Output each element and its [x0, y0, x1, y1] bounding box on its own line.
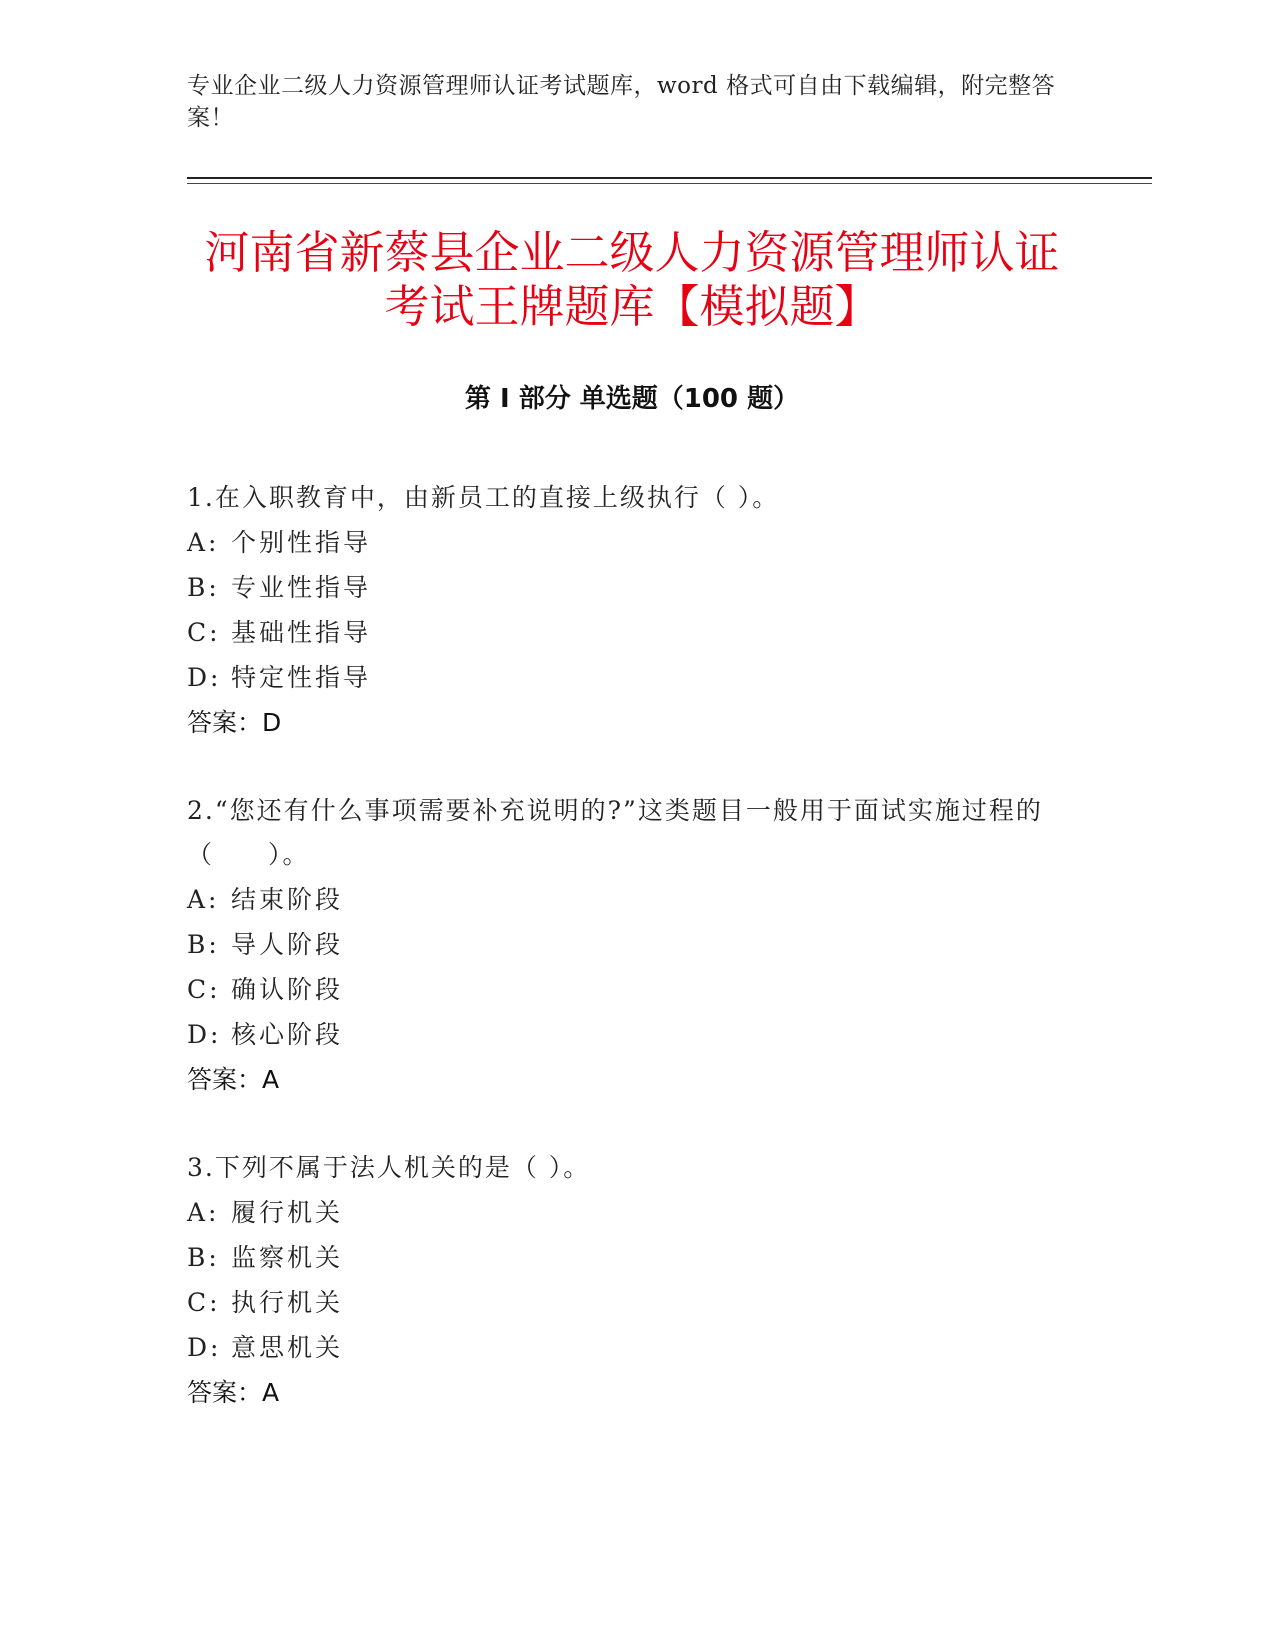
answer-line: 答案：A: [187, 1378, 280, 1407]
option-text: 基础性指导: [231, 618, 372, 647]
option-key: A:: [187, 528, 220, 557]
option-a: [187, 1190, 1087, 1235]
option-key: B:: [187, 1243, 220, 1272]
option-key: B:: [187, 573, 220, 602]
option-text: 专业性指导: [231, 573, 372, 602]
option-key: B:: [187, 930, 220, 959]
option-text: 结束阶段: [231, 885, 344, 914]
option-c: [187, 967, 1087, 1012]
option-a: [187, 877, 1087, 922]
question-2: [187, 789, 1087, 1102]
option-d: [187, 1325, 1087, 1370]
option-key: A:: [187, 1198, 220, 1227]
section-heading: 第 I 部分 单选题（100 题）: [464, 384, 800, 414]
question-stem: 3.下列不属于法人机关的是（ ）。: [187, 1153, 591, 1182]
option-c: [187, 610, 1087, 655]
answer-line: 答案：A: [187, 1065, 280, 1094]
header-divider-thin: [187, 183, 1152, 184]
answer-line: 答案：D: [187, 708, 282, 737]
option-d: [187, 1012, 1087, 1057]
option-a: [187, 520, 1087, 565]
header-note: 专业企业二级人力资源管理师认证考试题库，word 格式可自由下载编辑，附完整答案！: [187, 73, 1056, 131]
option-key: D:: [187, 1333, 222, 1362]
option-text: 监察机关: [231, 1243, 344, 1272]
option-text: 导人阶段: [231, 930, 344, 959]
option-b: [187, 565, 1087, 610]
option-b: [187, 1235, 1087, 1280]
option-text: 执行机关: [231, 1288, 344, 1317]
option-key: C:: [187, 975, 221, 1004]
option-c: [187, 1280, 1087, 1325]
option-key: A:: [187, 885, 220, 914]
option-d: [187, 655, 1087, 700]
option-key: D:: [187, 1020, 222, 1049]
option-text: 履行机关: [231, 1198, 344, 1227]
question-stem: 1.在入职教育中，由新员工的直接上级执行（ ）。: [187, 483, 780, 512]
option-text: 个别性指导: [231, 528, 372, 557]
question-3: [187, 1146, 1087, 1415]
option-text: 特定性指导: [231, 663, 372, 692]
document-title: 河南省新蔡县企业二级人力资源管理师认证考试王牌题库【模拟题】: [204, 226, 1060, 333]
option-text: 确认阶段: [231, 975, 344, 1004]
question-1: [187, 476, 1087, 745]
header-divider-thick: [187, 177, 1152, 179]
option-key: C:: [187, 1288, 221, 1317]
question-stem: 2.“您还有什么事项需要补充说明的?”这类题目一般用于面试实施过程的（ ）。: [187, 796, 1043, 869]
option-text: 意思机关: [231, 1333, 344, 1362]
option-key: D:: [187, 663, 222, 692]
option-key: C:: [187, 618, 221, 647]
question-list: [187, 476, 1087, 1459]
option-b: [187, 922, 1087, 967]
option-text: 核心阶段: [231, 1020, 344, 1049]
